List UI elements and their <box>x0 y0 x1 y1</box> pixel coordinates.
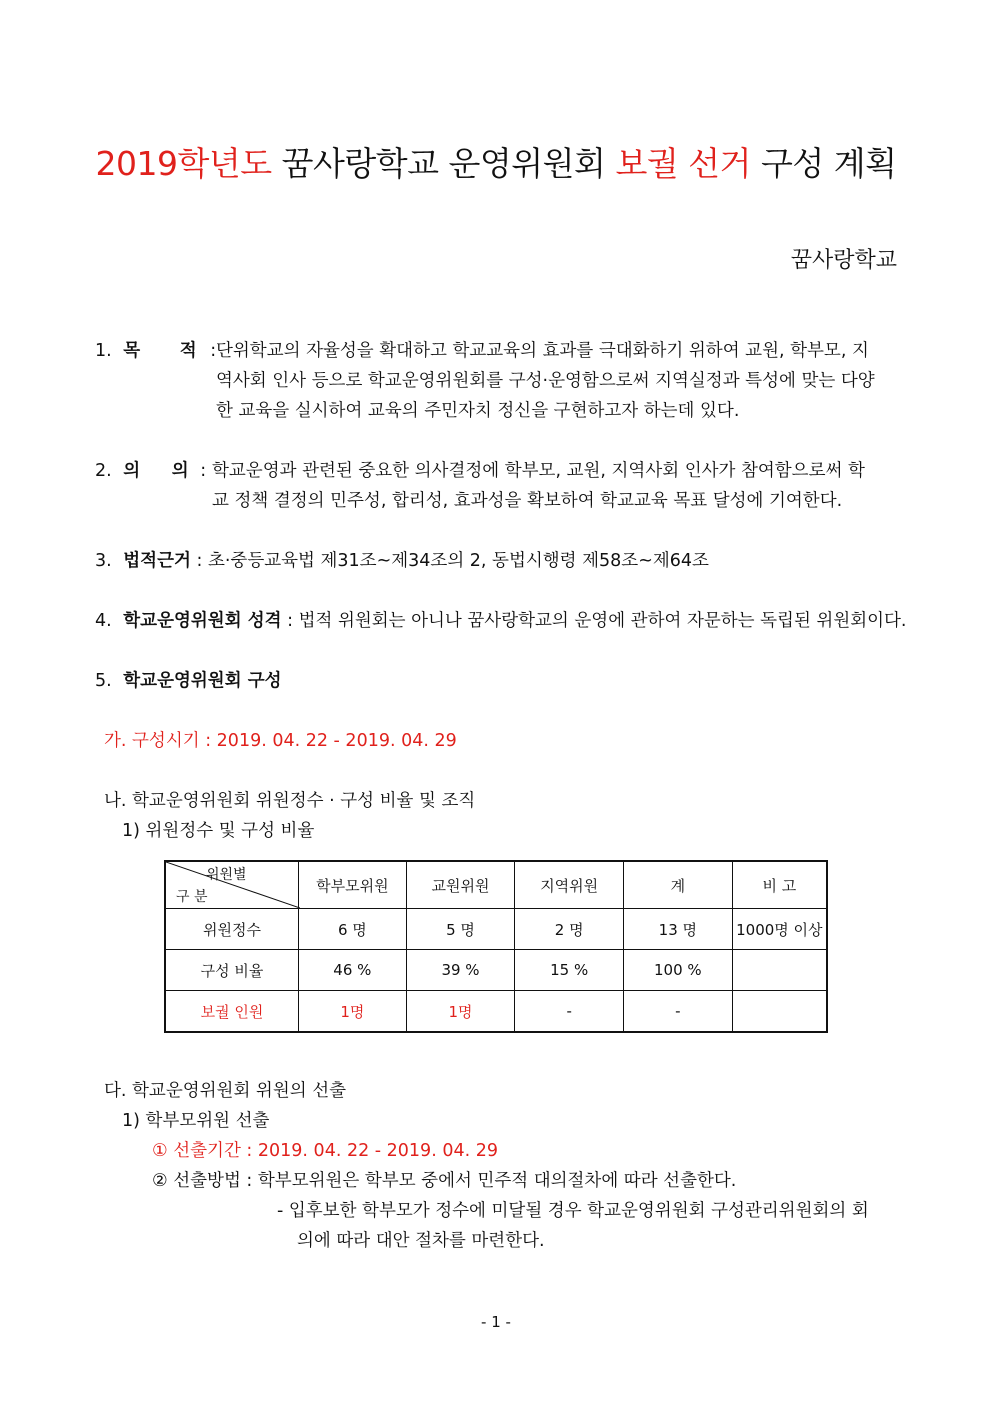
table-cell: 46 % <box>299 950 407 991</box>
table-cell: 15 % <box>515 950 624 991</box>
header-total: 계 <box>624 861 733 909</box>
corner-bottom-label: 구 분 <box>176 889 208 905</box>
section-1-line-1: 단위학교의 자율성을 확대하고 학교교육의 효과를 극대화하기 위하여 교원, 학부모, 지 <box>216 341 869 361</box>
header-note: 비 고 <box>732 861 827 909</box>
subsection-na-1: 1) 위원정수 및 구성 비율 <box>122 821 315 841</box>
section-3 <box>95 546 709 576</box>
section-4-text: : 법적 위원회는 아니나 꿈사랑학교의 운영에 관하여 자문하는 독립된 위원회이다. <box>287 611 907 631</box>
document-title <box>0 138 992 185</box>
section-1-line-3: 한 교육을 실시하여 교육의 주민자치 정신을 구현하고자 하는데 있다. <box>216 401 740 421</box>
table-cell: 100 % <box>624 950 733 991</box>
section-3-text: : 초·중등교육법 제31조~제34조의 2, 동법시행령 제58조~제64조 <box>196 551 709 571</box>
table-cell: 1000명 이상 <box>732 909 827 950</box>
page-number: - 1 - <box>481 1313 511 1331</box>
section-4-label: 학교운영위원회 성격 <box>123 611 282 631</box>
header-community: 지역위원 <box>515 861 624 909</box>
section-5-label: 학교운영위원회 구성 <box>123 671 282 691</box>
subsection-na: 나. 학교운영위원회 위원정수 · 구성 비율 및 조직 <box>104 791 476 811</box>
table-cell: 13 명 <box>624 909 733 950</box>
section-5-number: 5. <box>95 671 112 691</box>
title-end: 구성 계획 <box>760 144 897 183</box>
table-cell <box>732 991 827 1033</box>
election-method: ② 선출방법 : 학부모위원은 학부모 중에서 민주적 대의절차에 따라 선출한다. <box>152 1171 737 1191</box>
table-cell: 2 명 <box>515 909 624 950</box>
table-corner-cell <box>165 861 299 909</box>
table-cell: 1명 <box>299 991 407 1033</box>
row-label: 보궐 인원 <box>165 991 299 1033</box>
section-2-number: 2. <box>95 461 112 481</box>
row-label: 구성 비율 <box>165 950 299 991</box>
header-teacher: 교원위원 <box>406 861 515 909</box>
section-3-label: 법적근거 <box>123 551 191 571</box>
header-parent: 학부모위원 <box>299 861 407 909</box>
title-election: 보궐 선거 <box>615 144 751 183</box>
table-cell: 5 명 <box>406 909 515 950</box>
corner-top-label: 위원별 <box>206 867 247 883</box>
section-1-colon: : <box>210 341 217 361</box>
table-cell: 6 명 <box>299 909 407 950</box>
section-2-line-2: 교 정책 결정의 민주성, 합리성, 효과성을 확보하여 학교교육 목표 달성에 기여한다. <box>212 491 843 511</box>
member-quota-table <box>164 860 828 1033</box>
section-1-label-b: 적 <box>179 341 197 361</box>
section-2-heading <box>95 456 206 486</box>
section-4 <box>95 606 907 636</box>
election-period: ① 선출기간 : 2019. 04. 22 - 2019. 04. 29 <box>152 1141 498 1161</box>
election-note-line-2: 의에 따라 대안 절차를 마련한다. <box>297 1231 545 1251</box>
election-note-line-1: - 입후보한 학부모가 정수에 미달될 경우 학교운영위원회 구성관리위원회의 회 <box>277 1201 869 1221</box>
section-2-line-1: 학교운영과 관련된 중요한 의사결정에 학부모, 교원, 지역사회 인사가 참여함으로써 학 <box>212 461 865 481</box>
table-cell: - <box>515 991 624 1033</box>
table-cell: 1명 <box>406 991 515 1033</box>
table-row <box>165 909 827 950</box>
school-name: 꿈사랑학교 <box>790 248 897 273</box>
section-4-number: 4. <box>95 611 112 631</box>
section-1-heading <box>95 336 216 366</box>
table-cell <box>732 950 827 991</box>
section-1-line-2: 역사회 인사 등으로 학교운영위원회를 구성·운영함으로써 지역실정과 특성에 맞는 다양 <box>216 371 875 391</box>
section-2-label-a: 의 <box>123 461 141 481</box>
section-2-label-b: 의 <box>171 461 189 481</box>
table-cell: - <box>624 991 733 1033</box>
subsection-da: 다. 학교운영위원회 위원의 선출 <box>104 1081 347 1101</box>
row-label: 위원정수 <box>165 909 299 950</box>
section-3-number: 3. <box>95 551 112 571</box>
section-1-number: 1. <box>95 341 112 361</box>
table-header-row <box>165 861 827 909</box>
composition-period: 가. 구성시기 : 2019. 04. 22 - 2019. 04. 29 <box>104 731 457 751</box>
title-year: 2019학년도 <box>95 144 272 183</box>
table-row <box>165 950 827 991</box>
subsection-da-1: 1) 학부모위원 선출 <box>122 1111 270 1131</box>
table-cell: 39 % <box>406 950 515 991</box>
title-mid: 꿈사랑학교 운영위원회 <box>281 144 606 183</box>
section-5 <box>95 666 282 696</box>
section-2-colon: : <box>200 461 207 481</box>
table-row-vacancy <box>165 991 827 1033</box>
section-1-label-a: 목 <box>123 341 141 361</box>
